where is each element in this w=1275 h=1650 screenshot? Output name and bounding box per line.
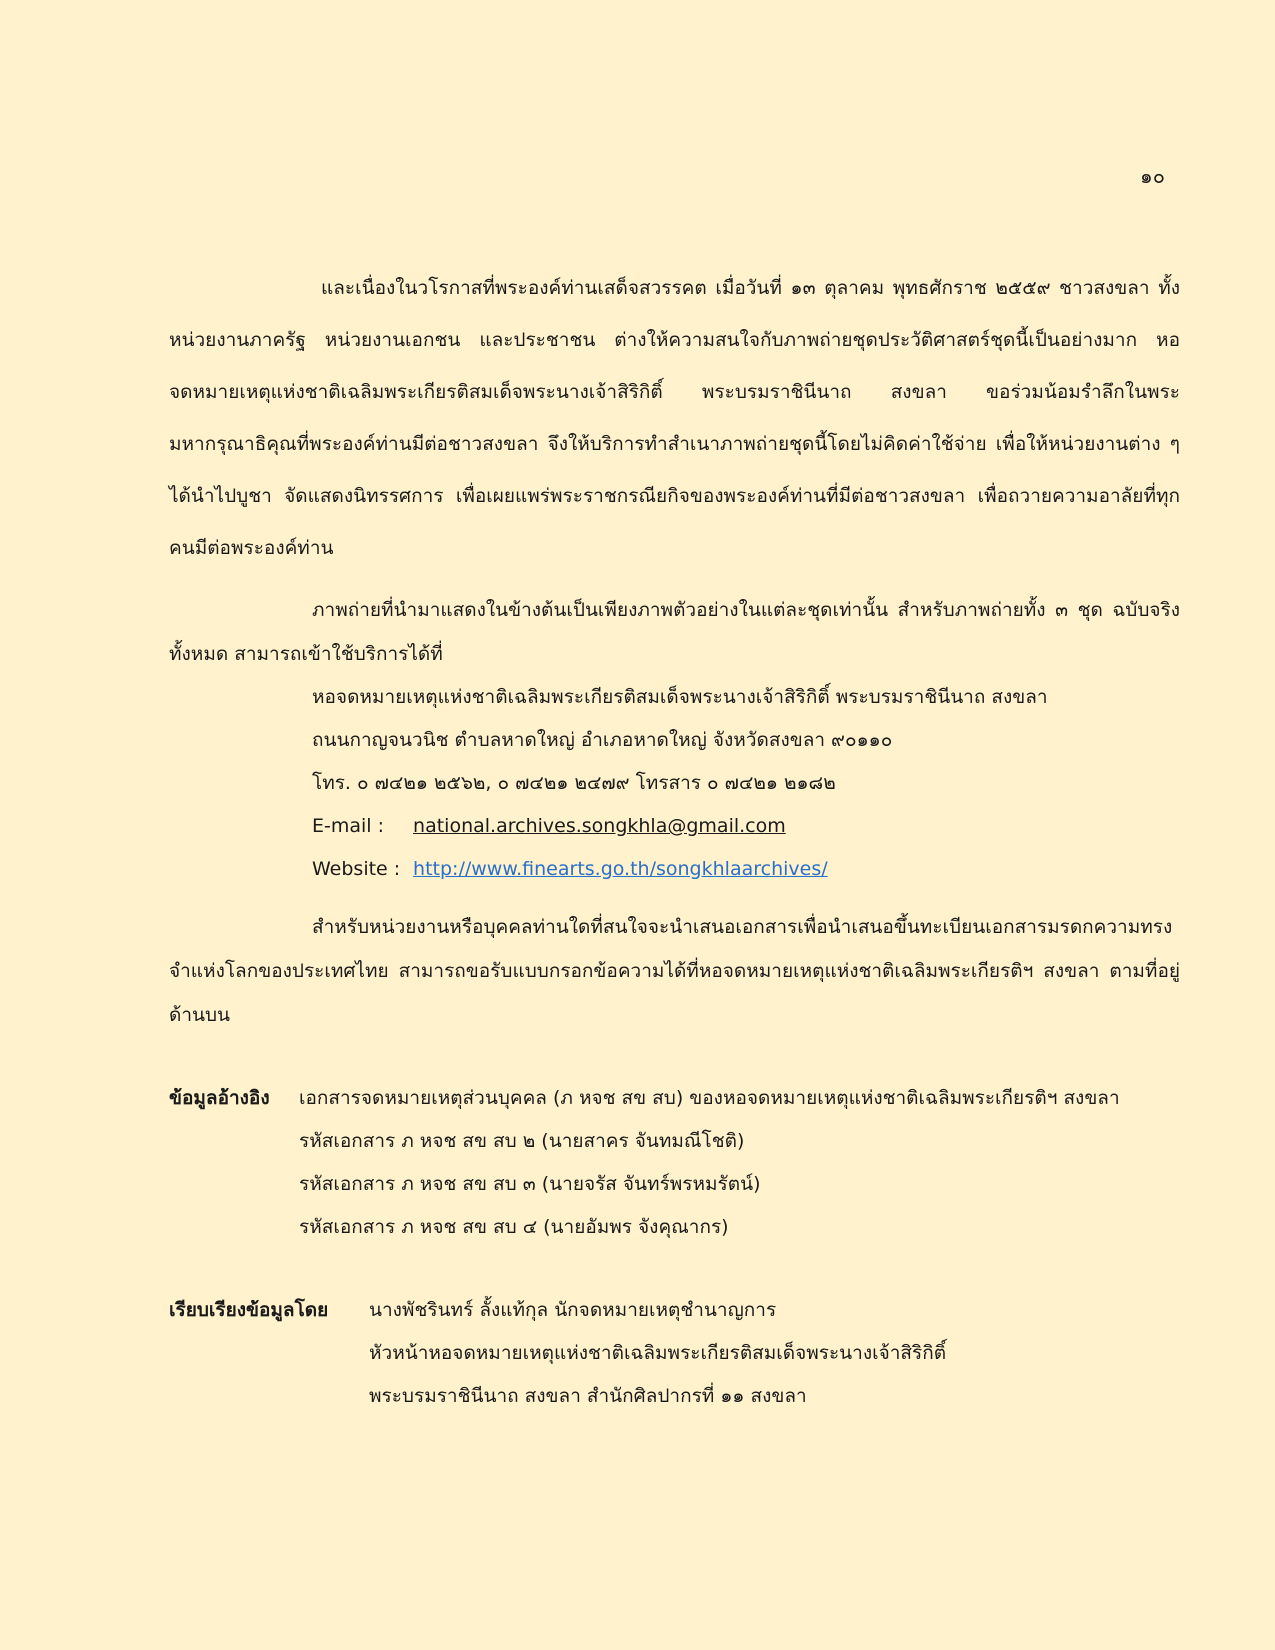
- compiled-label: เรียบเรียงข้อมูลโดย: [169, 1299, 329, 1321]
- compiled-line: พระบรมราชินีนาถ สงขลา สำนักศิลปากรที่ ๑๑ สงขลา: [369, 1385, 807, 1407]
- email-link[interactable]: national.archives.songkhla@gmail.com: [413, 815, 786, 837]
- address-name: หอจดหมายเหตุแห่งชาติเฉลิมพระเกียรติสมเด็จพระนางเจ้าสิริกิติ์ พระบรมราชินีนาถ สงขลา: [312, 686, 1048, 708]
- address-website-row: [312, 848, 1180, 891]
- compiled-line: นางพัชรินทร์ ลั้งแท้กุล นักจดหมายเหตุชำนาญการ: [369, 1299, 777, 1321]
- reference-item: รหัสเอกสาร ภ หจช สข สบ ๒ (นายสาคร จันทมณีโชติ): [299, 1130, 745, 1152]
- paragraph-registration-text: สำหรับหน่วยงานหรือบุคคลท่านใดที่สนใจจะนำเสนอเอกสารเพื่อนำเสนอขึ้นทะเบียนเอกสารมรดกความทรงจำแห่งโลกของประเทศไทย สามารถขอรับแบบกรอกข้อความได้ที่หอจดหมายเหตุแห่งชาติเฉลิมพระเกียรติฯ สงขลา ตามที่อยู่ด้านบน: [169, 916, 1180, 1026]
- compiled-line: หัวหน้าหอจดหมายเหตุแห่งชาติเฉลิมพระเกียรติสมเด็จพระนางเจ้าสิริกิติ์: [369, 1342, 947, 1364]
- address-block: [312, 676, 1180, 891]
- paragraph-memorial: [169, 262, 1180, 574]
- reference-label: ข้อมูลอ้างอิง: [169, 1087, 270, 1109]
- reference-item: รหัสเอกสาร ภ หจช สข สบ ๔ (นายอัมพร จังคุณากร): [299, 1216, 729, 1238]
- website-label: Website :: [312, 858, 401, 880]
- address-street: ถนนกาญจนวนิช ตำบลหาดใหญ่ อำเภอหาดใหญ่ จังหวัดสงขลา ๙๐๑๑๐: [312, 729, 893, 751]
- compiled-row: [169, 1289, 1180, 1332]
- paragraph-access: [169, 588, 1180, 676]
- paragraph-registration: [169, 905, 1180, 1037]
- website-link[interactable]: http://www.finearts.go.th/songkhlaarchives/: [413, 858, 828, 880]
- reference-item: รหัสเอกสาร ภ หจช สข สบ ๓ (นายจรัส จันทร์พรหมรัตน์): [299, 1173, 761, 1195]
- compiled-by-section: [169, 1289, 1180, 1418]
- reference-row: [169, 1077, 1180, 1120]
- reference-line: เอกสารจดหมายเหตุส่วนบุคคล (ภ หจช สข สบ) ของหอจดหมายเหตุแห่งชาติเฉลิมพระเกียรติฯ สงขลา: [299, 1087, 1120, 1109]
- paragraph-memorial-text: และเนื่องในวโรกาสที่พระองค์ท่านเสด็จสวรรคต เมื่อวันที่ ๑๓ ตุลาคม พุทธศักราช ๒๕๕๙ ชาวสงขลา ทั้งหน่วยงานภาครัฐ หน่วยงานเอกชน และประชาชน ต่างให้ความสนใจกับภาพถ่ายชุดประวัติศาสตร์ชุดนี้เป็นอย่างมาก หอจดหมายเหตุแห่งชาติเฉลิมพระเกียรติสมเด็จพระนางเจ้าสิริกิติ์ พระบรมราชินีนาถ สงขลา ขอร่วมน้อมรำลึกในพระมหากรุณาธิคุณที่พระองค์ท่านมีต่อชาวสงขลา จึงให้บริการทำสำเนาภาพถ่ายชุดนี้โดยไม่คิดค่าใช้จ่าย เพื่อให้หน่วยงานต่าง ๆ ได้นำไปบูชา จัดแสดงนิทรรศการ เพื่อเผยแพร่พระราชกรณียกิจของพระองค์ท่านที่มีต่อชาวสงขลา เพื่อถวายความอาลัยที่ทุกคนมีต่อพระองค์ท่าน: [169, 277, 1180, 559]
- address-phone: โทร. ๐ ๗๔๒๑ ๒๕๖๒, ๐ ๗๔๒๑ ๒๔๗๙ โทรสาร ๐ ๗๔๒๑ ๒๑๘๒: [312, 772, 836, 794]
- address-email-row: [312, 805, 1180, 848]
- paragraph-access-text: ภาพถ่ายที่นำมาแสดงในข้างต้นเป็นเพียงภาพตัวอย่างในแต่ละชุดเท่านั้น สำหรับภาพถ่ายทั้ง ๓ ชุด ฉบับจริงทั้งหมด สามารถเข้าใช้บริการได้ที่: [169, 599, 1180, 665]
- document-body: [169, 262, 1180, 1418]
- reference-section: [169, 1077, 1180, 1249]
- page-number: ๑๐: [1140, 164, 1165, 188]
- email-label: E-mail :: [312, 815, 385, 837]
